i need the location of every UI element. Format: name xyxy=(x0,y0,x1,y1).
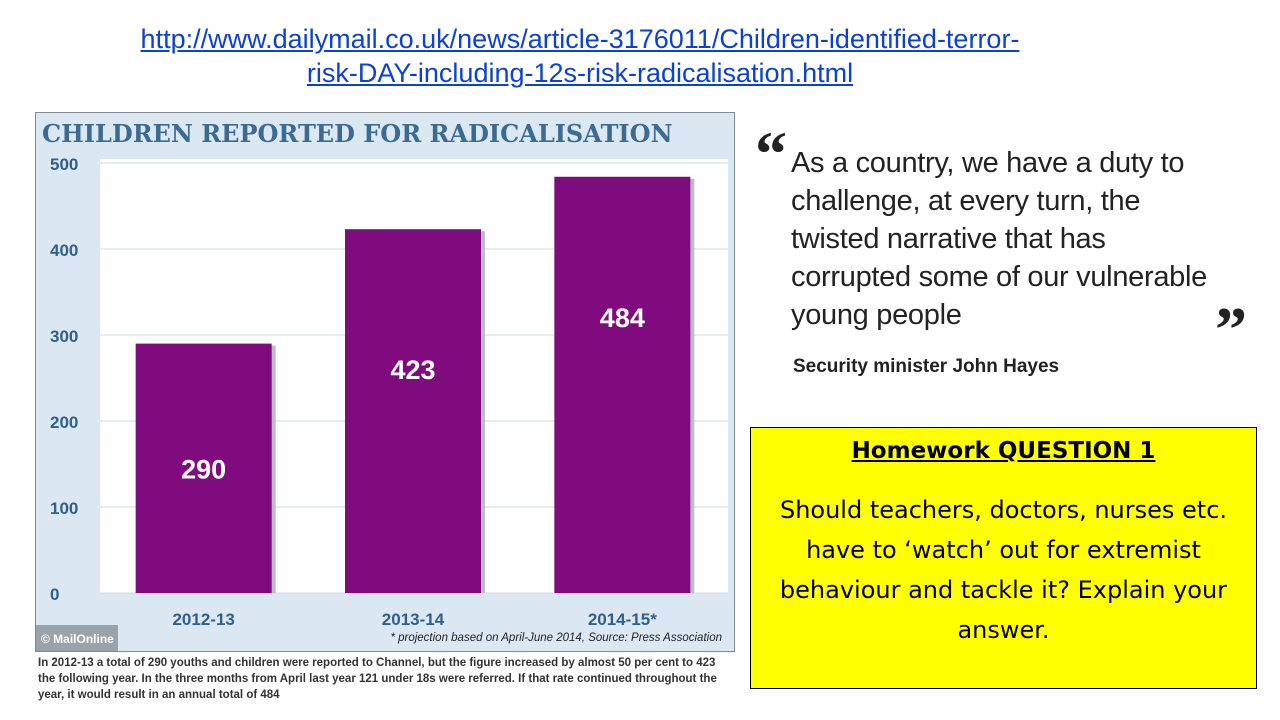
y-tick-label: 400 xyxy=(50,241,79,260)
article-link-line-1[interactable]: http://www.dailymail.co.uk/news/article-3176011/Children-identified-terror- xyxy=(140,24,1020,54)
open-quote-icon: “ xyxy=(755,118,787,189)
bar-value-label: 484 xyxy=(599,302,645,333)
y-tick-label: 0 xyxy=(50,585,60,604)
y-tick-label: 500 xyxy=(50,155,79,174)
bar-value-label: 290 xyxy=(181,454,227,485)
y-tick-label: 300 xyxy=(50,327,79,346)
homework-question: Should teachers, doctors, nurses etc. have to ‘watch’ out for extremist behaviour and tackle it? Explain your answer. xyxy=(779,496,1228,644)
y-tick-label: 200 xyxy=(50,413,79,432)
x-tick-label: 2014-15* xyxy=(587,610,657,629)
radicalisation-bar-chart xyxy=(35,112,735,652)
x-axis-ticks xyxy=(172,610,657,629)
chart-title: CHILDREN REPORTED FOR RADICALISATION xyxy=(42,119,673,148)
bar-value-label: 423 xyxy=(390,355,436,386)
x-tick-label: 2013-14 xyxy=(381,610,445,629)
quote-block xyxy=(755,118,1255,390)
article-link-line-2[interactable]: risk-DAY-including-12s-risk-radicalisation.html xyxy=(306,58,854,88)
chart-caption: In 2012-13 a total of 290 youths and children were reported to Channel, but the figure increased by almost 50 per cent to 423 the following year. In the three months from April last year 121 under 18s were referred. If that rate continued throughout the year, it would result in an annual total of 484 xyxy=(38,657,717,701)
y-tick-label: 100 xyxy=(50,499,79,518)
homework-title: Homework QUESTION 1 xyxy=(851,438,1156,464)
chart-credit: © MailOnline xyxy=(41,632,114,646)
bar xyxy=(554,177,690,593)
chart-footnote: * projection based on April-June 2014, Source: Press Association xyxy=(390,632,722,644)
y-axis-ticks xyxy=(50,155,78,604)
bar xyxy=(345,229,481,593)
x-tick-label: 2012-13 xyxy=(172,610,235,629)
chart-canvas xyxy=(36,113,734,651)
article-link[interactable] xyxy=(40,22,1120,90)
quote-author: Security minister John Hayes xyxy=(793,356,1060,377)
quote-text: As a country, we have a duty to challenge, at every turn, the twisted narrative that has corrupted some of our vulnerable young people xyxy=(791,147,1207,331)
homework-box xyxy=(750,427,1257,689)
close-quote-icon: ” xyxy=(1215,294,1247,365)
